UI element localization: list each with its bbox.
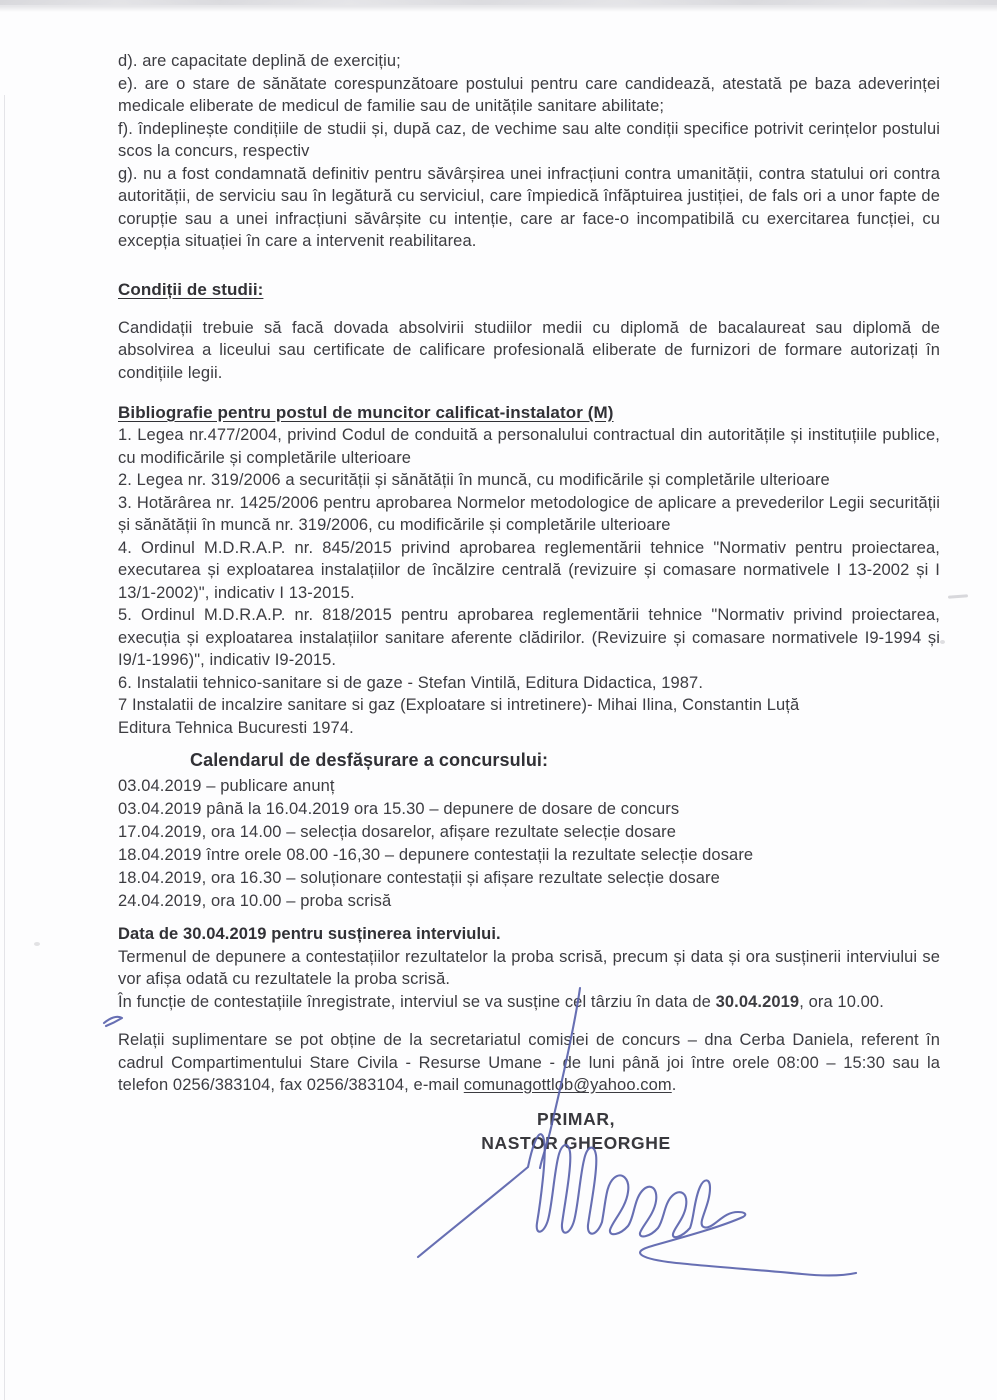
interview-date-headline: Data de 30.04.2019 pentru susținerea interviului. xyxy=(118,925,501,943)
bibliography-item: 5. Ordinul M.D.R.A.P. nr. 818/2015 pentru aprobarea reglementării tehnice "Normativ privind proiectarea, execuția și exploatarea instalațiilor sanitare aferente clădirilor. (Revizuire și comasare normativele I9-1994 și I9/1-1996)", indicativ I9-2015. xyxy=(118,606,940,669)
studies-paragraph: Candidații trebuie să facă dovada absolvirii studiilor medii cu diplomă de bacalaureat sau diplomă de absolvirea a liceului sau certificate de calificare profesională eliberate de furnizori de formare autorizați în condițiile legii. xyxy=(118,318,940,382)
heading-conditii-de-studii: Condiții de studii: xyxy=(118,279,264,299)
signatory-name: NASTOR GHEORGHE xyxy=(481,1132,671,1153)
bibliography-item: 7 Instalatii de incalzire sanitare si gaz (Exploatare si intretinere)- Mihai Ilina, Constantin Luță xyxy=(118,696,800,714)
contact-text: Relații suplimentare se pot obține de la secretariatul comisiei de concurs – dna Cerba Daniela, referent în cadrul Compartimentului Stare Civila - Resurse Umane - de luni până joi între orele 08:00 – 15:30 sau la telefon 0256/383104, fax 0256/383104, e-mail xyxy=(118,1031,940,1094)
bibliography-item: 2. Legea nr. 319/2006 a securității și sănătății în muncă, cu modificările și completările ulterioare xyxy=(118,471,830,489)
calendar-entry: 24.04.2019, ora 10.00 – proba scrisă xyxy=(118,892,392,910)
bibliography-item: 4. Ordinul M.D.R.A.P. nr. 845/2015 privind aprobarea reglementării tehnice "Normativ pentru proiectarea, executarea și exploatarea instalațiilor de încălzire centrală (revizuire și comasare normativele I 13-2002 și I 13/1-2002)", indicativ I 13-2015. xyxy=(118,538,940,602)
calendar-entry: 18.04.2019 între orele 08.00 -16,30 – depunere contestații la rezultate selecție dosare xyxy=(118,846,754,864)
interview-paragraph-1: Termenul de depunere a contestațiilor rezultatelor la proba scrisă, precum și data și ora susținerii interviului se vor afișa odată cu rezultatele la proba scrisă. xyxy=(118,947,940,988)
signatory-title: PRIMAR, xyxy=(536,1108,616,1129)
calendar-entry: 03.04.2019 până la 16.04.2019 ora 15.30 – depunere de dosare de concurs xyxy=(118,800,680,818)
contact-tail: . xyxy=(671,1076,677,1094)
clause-f: f). îndeplinește condițiile de studii și, după caz, de vechime sau alte condiții specifice potrivit cerințelor postului scos la concurs, respectiv xyxy=(118,119,940,160)
calendar-entry: 03.04.2019 – publicare anunț xyxy=(118,777,335,795)
calendar-entry: 18.04.2019, ora 16.30 – soluționare contestații și afișare rezultate selecție dosare xyxy=(118,869,720,887)
heading-bibliografie: Bibliografie pentru postul de muncitor calificat-instalator (M) xyxy=(118,403,614,422)
signature-block xyxy=(376,1107,776,1155)
interview-p2-text: În funcție de contestațiile înregistrate, interviul se va susține cel târziu în data de xyxy=(118,992,716,1011)
bibliography-item: 3. Hotărârea nr. 1425/2006 pentru aprobarea Normelor metodologice de aplicare a prevederilor Legii securității și sănătății în muncă nr. 319/2006, cu modificările și completările ulterioare xyxy=(118,493,940,534)
calendar-entry: 17.04.2019, ora 14.00 – selecția dosarelor, afișare rezultate selecție dosare xyxy=(118,823,677,841)
clause-e: e). are o stare de sănătate corespunzătoare postului pentru care candidează, atestată pe baza adeverinței medicale eliberate de medicul de familie sau de unitățile sanitare abilitate; xyxy=(118,74,940,115)
interview-p2-date: 30.04.2019 xyxy=(715,992,800,1011)
bibliography-item: Editura Tehnica Bucuresti 1974. xyxy=(118,718,354,737)
contact-email-link[interactable]: comunagottlob@yahoo.com xyxy=(463,1076,672,1094)
bibliography-item: 1. Legea nr.477/2004, privind Codul de conduită a personalului contractual din autoritățile și instituțiile publice, cu modificările și completările ulterioare xyxy=(118,426,940,467)
contact-paragraph xyxy=(118,1029,940,1097)
interview-p2-tail: , ora 10.00. xyxy=(799,992,884,1011)
bibliography-item: 6. Instalatii tehnico-sanitare si de gaze - Stefan Vintilă, Editura Didactica, 1987. xyxy=(118,673,704,692)
interview-paragraph-2 xyxy=(118,991,940,1014)
clause-g: g). nu a fost condamnată definitiv pentru săvârșirea unei infracțiuni contra umanității, contra statului ori contra autorității, de serviciu sau în legătură cu serviciul, care împiedică înfăptuirea justiției, de fals ori a unor fapte de corupție sau a unei infracțiuni săvârșite cu intenție, care ar face-o incompatibilă cu exercitarea funcției, cu excepția situației în care a intervenit reabilitarea. xyxy=(118,164,940,250)
heading-calendar: Calendarul de desfășurare a concursului: xyxy=(190,750,549,770)
clause-d: d). are capacitate deplină de exercițiu; xyxy=(118,52,401,70)
